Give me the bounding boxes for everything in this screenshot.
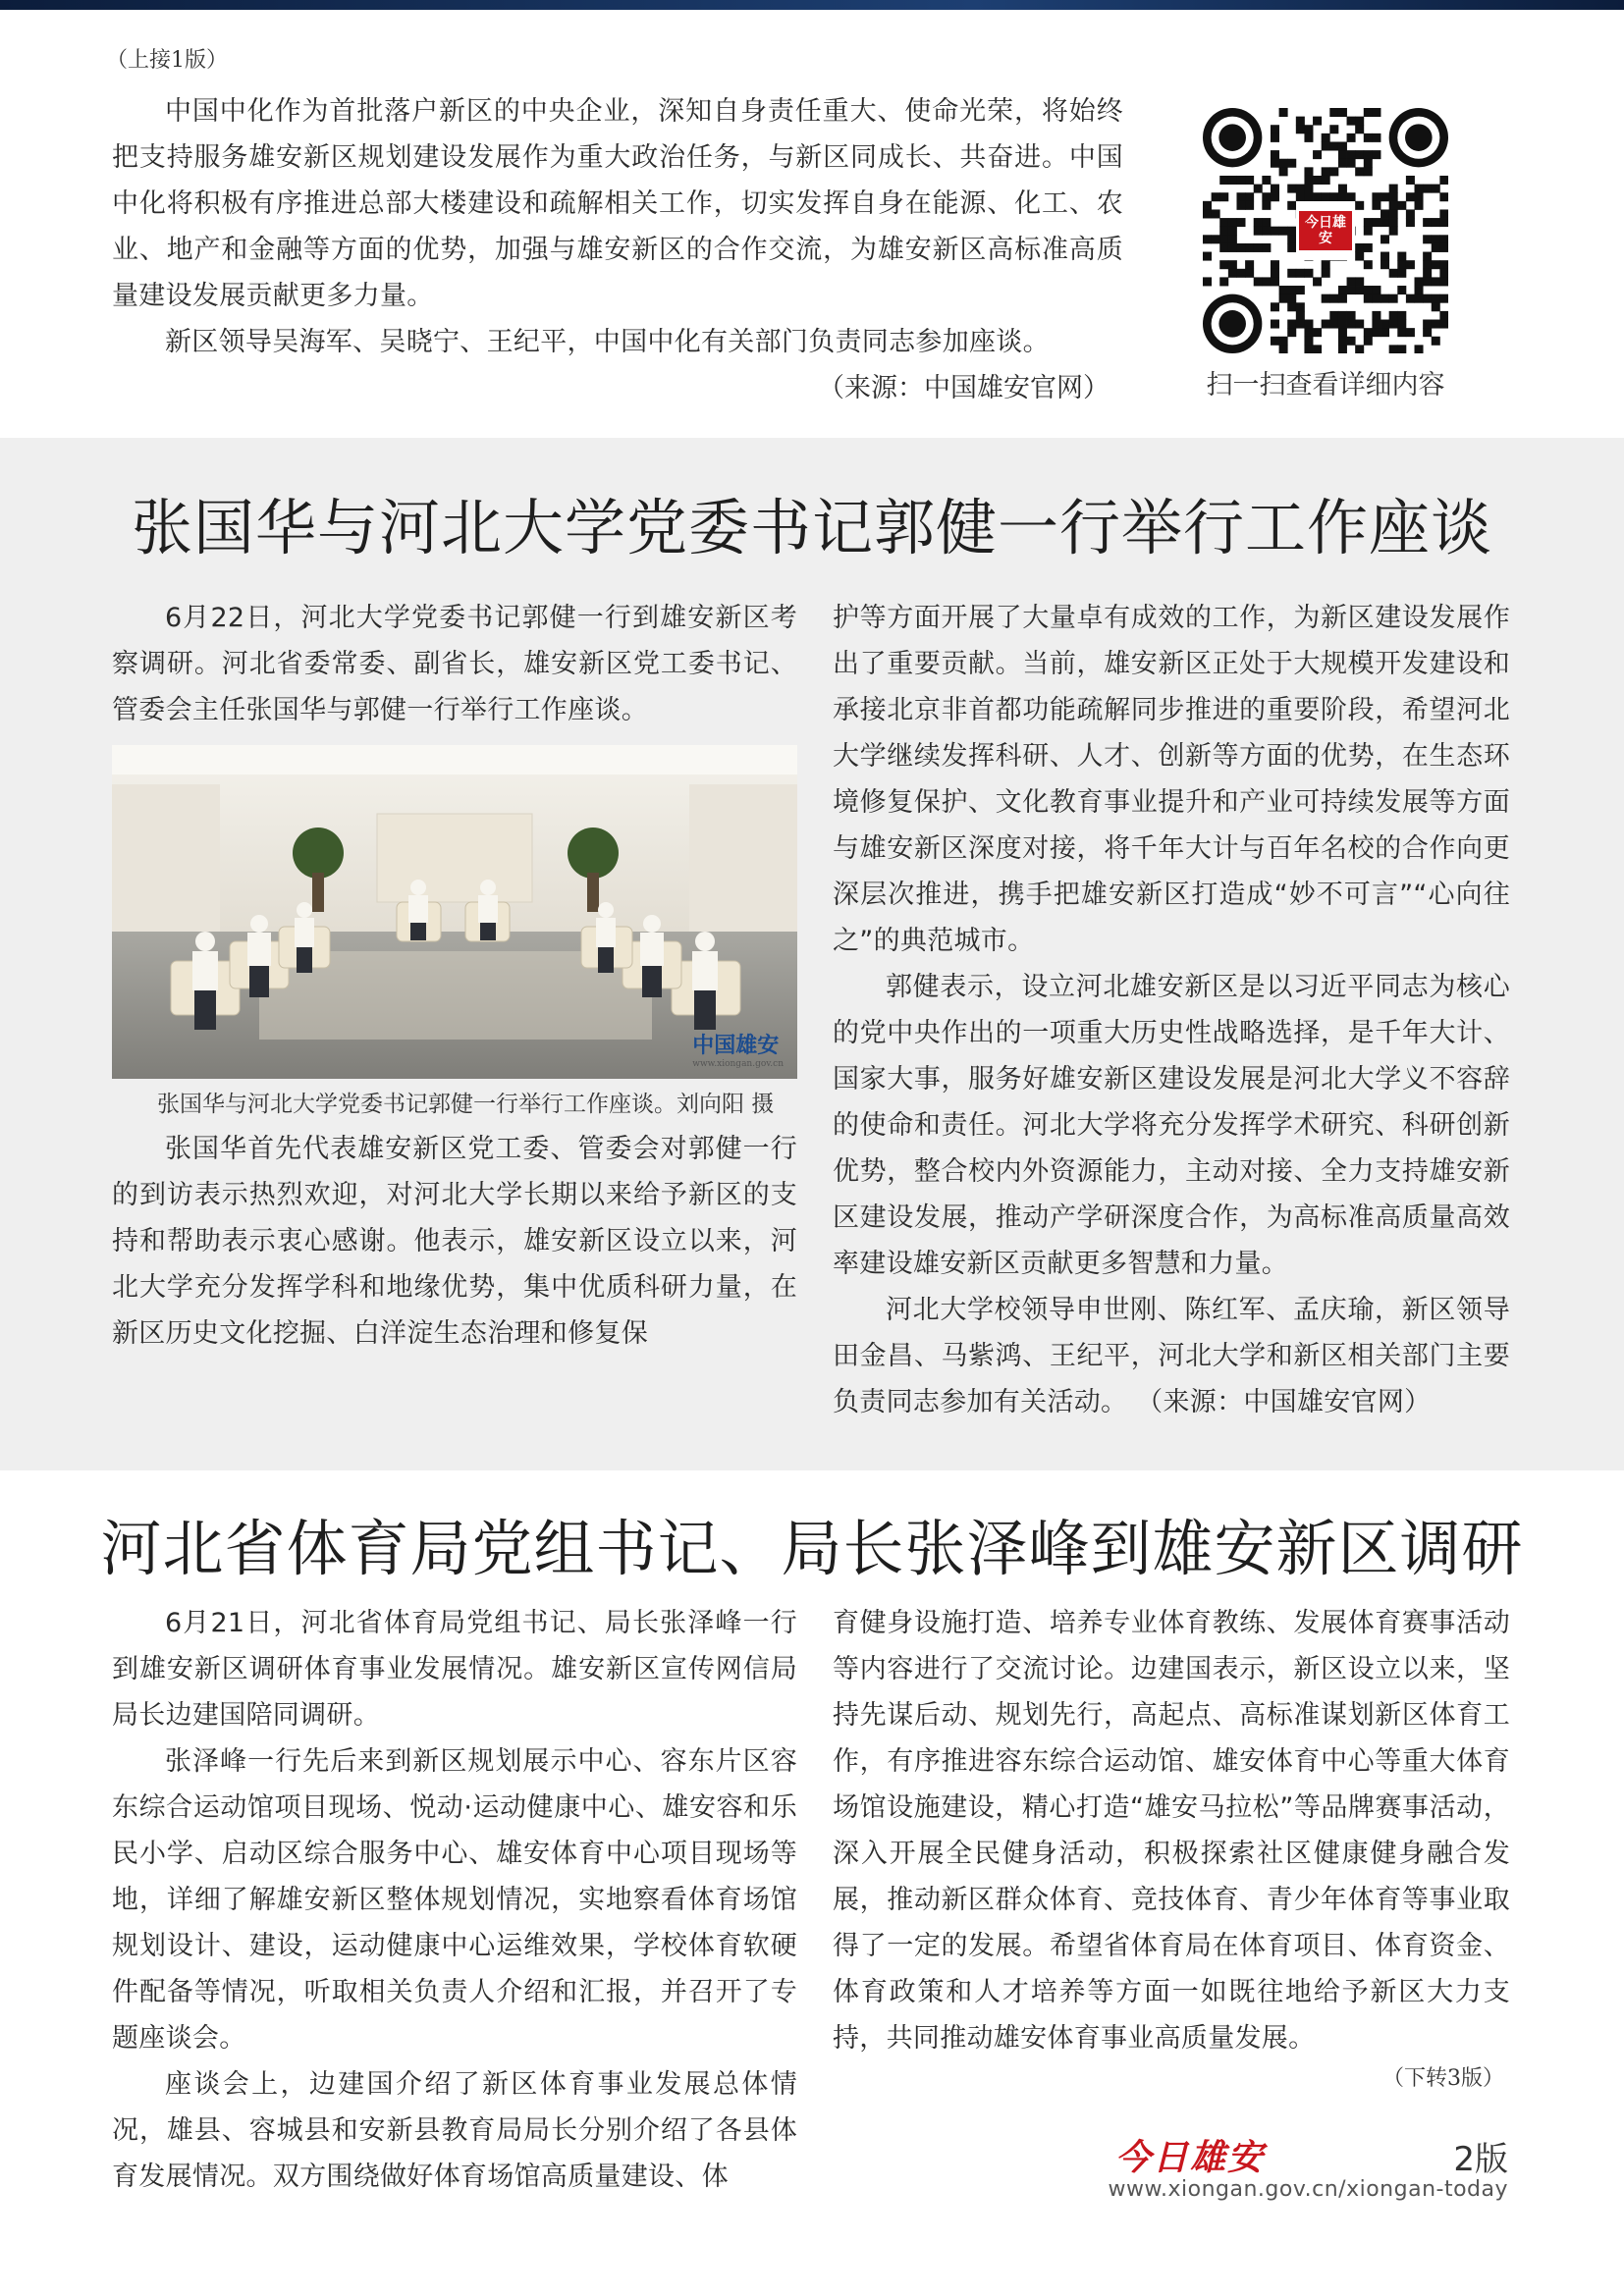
photo-watermark-text: 中国雄安	[692, 1033, 780, 1058]
article1-paragraph: 郭健表示，设立河北雄安新区是以习近平同志为核心的党中央作出的一项重大历史性战略选择，是千年大计、国家大事，服务好雄安新区建设发展是河北大学义不容辞的使命和责任。河北大学将充分发挥学术研究、科研创新优势，整合校内外资源能力，主动对接、全力支持雄安新区建设发展，推动产学研深度合作，为高标准高质量高效率建设雄安新区贡献更多智慧和力量。	[833, 972, 1510, 1279]
photo-caption: 张国华与河北大学党委书记郭健一行举行工作座谈。刘向阳 摄	[157, 1092, 775, 1117]
meeting-photo	[112, 745, 797, 1079]
top-decorative-bar	[0, 0, 1624, 10]
intro-section	[112, 88, 1123, 411]
photo-watermark-url: www.xiongan.gov.cn	[692, 1059, 784, 1069]
article1-left-column	[112, 595, 797, 1357]
footer-logo: 今日雄安	[1115, 2137, 1266, 2178]
qr-code-icon[interactable]	[1203, 108, 1448, 353]
article2-headline: 河北省体育局党组书记、局长张泽峰到雄安新区调研	[100, 1513, 1524, 1584]
continued-to-label: （下转3版）	[1382, 2066, 1504, 2091]
qr-logo-icon	[1296, 201, 1355, 260]
article1-paragraph: 张国华首先代表雄安新区党工委、管委会对郭健一行的到访表示热烈欢迎，对河北大学长期以来给予新区的支持和帮助表示衷心感谢。他表示，雄安新区设立以来，河北大学充分发挥学科和地缘优势，集中优质科研力量，在新区历史文化挖掘、白洋淀生态治理和修复保	[112, 1134, 797, 1349]
intro-source: （来源：中国雄安官网）	[818, 373, 1110, 403]
article1-right-column	[833, 595, 1510, 1425]
article2-paragraph: 张泽峰一行先后来到新区规划展示中心、容东片区容东综合运动馆项目现场、悦动·运动健康中心、雄安容和乐民小学、启动区综合服务中心、雄安体育中心项目现场等地，详细了解雄安新区整体规划情况，实地察看体育场馆规划设计、建设，运动健康中心运维效果，学校体育软硬件配备等情况，听取相关负责人介绍和汇报，并召开了专题座谈会。	[112, 1746, 797, 2054]
article2-right-column	[833, 1600, 1510, 2061]
article1-headline: 张国华与河北大学党委书记郭健一行举行工作座谈	[131, 492, 1492, 563]
qr-section	[1198, 108, 1453, 401]
article2-paragraph: 座谈会上，边建国介绍了新区体育事业发展总体情况，雄县、容城县和安新县教育局局长分别介绍了各县体育发展情况。双方围绕做好体育场馆高质量建设、体	[112, 2069, 797, 2192]
article2-paragraph: 育健身设施打造、培养专业体育教练、发展体育赛事活动等内容进行了交流讨论。边建国表示，新区设立以来，坚持先谋后动、规划先行，高起点、高标准谋划新区体育工作，有序推进容东综合运动馆、雄安体育中心等重大体育场馆设施建设，精心打造“雄安马拉松”等品牌赛事活动，深入开展全民健身活动，积极探索社区健康健身融合发展，推动新区群众体育、竞技体育、青少年体育等事业取得了一定的发展。希望省体育局在体育项目、体育资金、体育政策和人才培养等方面一如既往地给予新区大力支持，共同推动雄安体育事业高质量发展。	[833, 1608, 1510, 2054]
qr-logo-text: 今日雄安	[1299, 211, 1352, 250]
intro-paragraph: 中国中化作为首批落户新区的中央企业，深知自身责任重大、使命光荣，将始终把支持服务雄安新区规划建设发展作为重大政治任务，与新区同成长、共奋进。中国中化将积极有序推进总部大楼建设和疏解相关工作，切实发挥自身在能源、化工、农业、地产和金融等方面的优势，加强与雄安新区的合作交流，为雄安新区高标准高质量建设发展贡献更多力量。	[112, 96, 1123, 311]
intro-paragraph: 新区领导吴海军、吴晓宁、王纪平，中国中化有关部门负责同志参加座谈。	[165, 327, 1050, 357]
photo-watermark	[692, 1029, 784, 1069]
article2-paragraph: 6月21日，河北省体育局党组书记、局长张泽峰一行到雄安新区调研体育事业发展情况。雄安新区宣传网信局局长边建国陪同调研。	[112, 1608, 797, 1731]
qr-caption: 扫一扫查看详细内容	[1206, 370, 1445, 400]
article1-paragraph: 河北大学校领导申世刚、陈红军、孟庆瑜，新区领导田金昌、马紫鸿、王纪平，河北大学和新区相关部门主要负责同志参加有关活动。 （来源：中国雄安官网）	[833, 1295, 1510, 1417]
article2-left-column	[112, 1600, 797, 2200]
continued-from-label: （上接1版）	[106, 48, 228, 73]
article1-paragraph: 6月22日，河北大学党委书记郭健一行到雄安新区考察调研。河北省委常委、副省长，雄安新区党工委书记、管委会主任张国华与郭健一行举行工作座谈。	[112, 603, 797, 725]
footer-url-link[interactable]: www.xiongan.gov.cn/xiongan-today	[1108, 2177, 1508, 2202]
page-number: 2版	[1453, 2140, 1508, 2179]
article1-paragraph: 护等方面开展了大量卓有成效的工作，为新区建设发展作出了重要贡献。当前，雄安新区正处于大规模开发建设和承接北京非首都功能疏解同步推进的重要阶段，希望河北大学继续发挥科研、人才、创新等方面的优势，在生态环境修复保护、文化教育事业提升和产业可持续发展等方面与雄安新区深度对接，将千年大计与百年名校的合作向更深层次推进，携手把雄安新区打造成“妙不可言”“心向往之”的典范城市。	[833, 603, 1510, 956]
